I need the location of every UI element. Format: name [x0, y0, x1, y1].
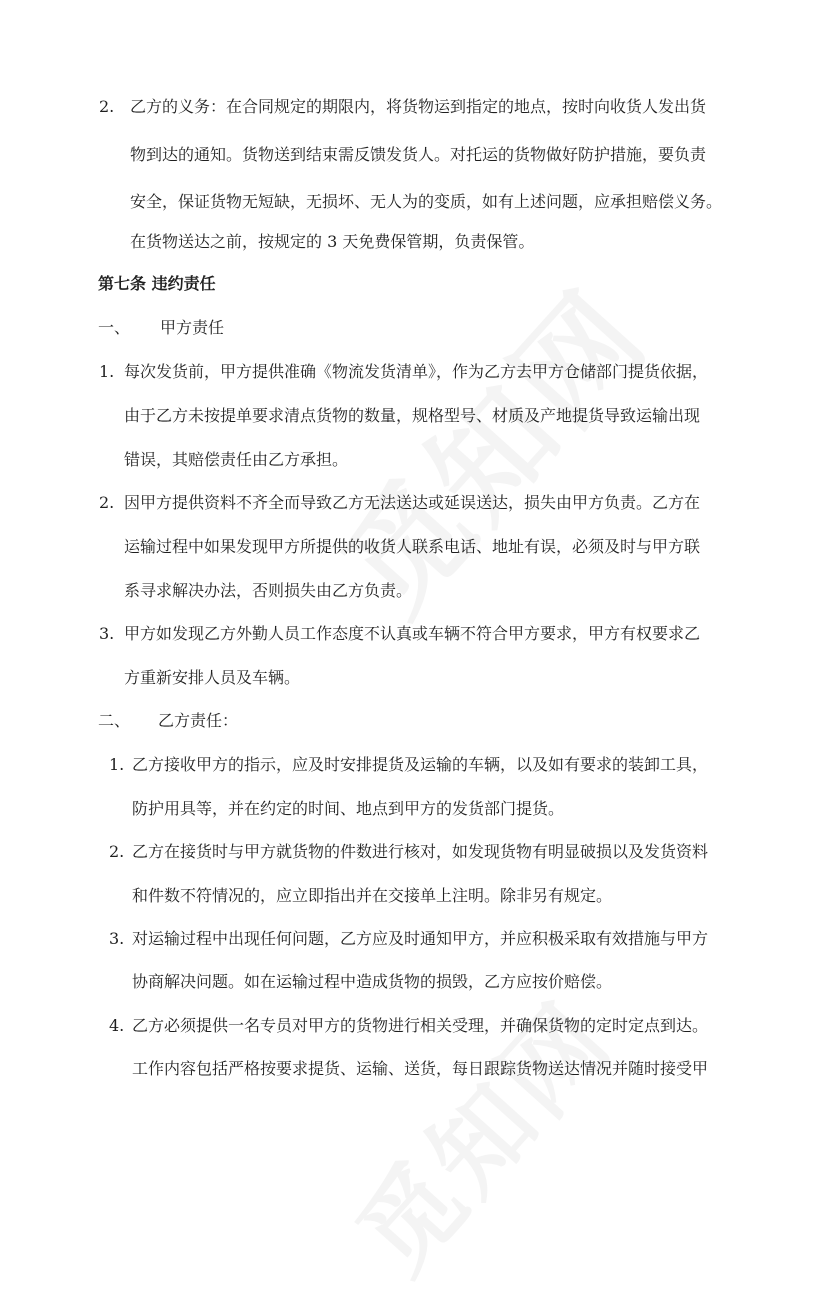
- paragraph-line: 防护用具等，并在约定的时间、地点到甲方的发货部门提货。: [132, 799, 565, 818]
- list-number: 1.: [109, 755, 125, 774]
- article-heading: 第七条 违约责任: [98, 274, 216, 293]
- paragraph-line: 系寻求解决办法，否则损失由乙方负责。: [124, 581, 413, 600]
- paragraph-line: 甲方如发现乙方外勤人员工作态度不认真或车辆不符合甲方要求，甲方有权要求乙: [124, 624, 701, 643]
- paragraph-line: 对运输过程中出现任何问题，乙方应及时通知甲方，并应积极采取有效措施与甲方: [132, 929, 709, 948]
- paragraph-line: 安全，保证货物无短缺，无损坏、无人为的变质，如有上述问题，应承担赔偿义务。: [130, 192, 723, 211]
- paragraph-line: 错误，其赔偿责任由乙方承担。: [124, 450, 349, 469]
- paragraph-line: 乙方接收甲方的指示，应及时安排提货及运输的车辆，以及如有要求的装卸工具，: [132, 755, 709, 774]
- section-label: 二、: [98, 711, 131, 730]
- section-title: 甲方责任: [160, 318, 225, 337]
- paragraph-line: 和件数不符情况的，应立即指出并在交接单上注明。除非另有规定。: [132, 886, 613, 905]
- list-number: 2.: [99, 97, 115, 116]
- paragraph-line: 物到达的通知。货物送到结束需反馈发货人。对托运的货物做好防护措施，要负责: [130, 145, 707, 164]
- list-number: 2.: [109, 842, 125, 861]
- paragraph-line: 方重新安排人员及车辆。: [124, 668, 301, 687]
- list-number: 4.: [109, 1016, 125, 1035]
- paragraph-line: 工作内容包括严格按要求提货、运输、送货，每日跟踪货物送达情况并随时接受甲: [132, 1059, 709, 1078]
- paragraph-line: 因甲方提供资料不齐全而导致乙方无法送达或延误送达，损失由甲方负责。乙方在: [124, 493, 701, 512]
- paragraph-line: 乙方必须提供一名专员对甲方的货物进行相关受理，并确保货物的定时定点到达。: [132, 1016, 709, 1035]
- list-number: 3.: [99, 624, 115, 643]
- section-label: 一、: [98, 318, 131, 337]
- paragraph-line: 协商解决问题。如在运输过程中造成货物的损毁，乙方应按价赔偿。: [132, 972, 613, 991]
- paragraph-line: 在货物送达之前，按规定的 3 天免费保管期，负责保管。: [130, 232, 535, 251]
- paragraph-line: 乙方在接货时与甲方就货物的件数进行核对，如发现货物有明显破损以及发货资料: [132, 842, 709, 861]
- list-number: 2.: [99, 493, 115, 512]
- list-number: 1.: [99, 362, 115, 381]
- paragraph-line: 由于乙方未按提单要求清点货物的数量，规格型号、材质及产地提货导致运输出现: [124, 406, 701, 425]
- section-title: 乙方责任：: [158, 711, 239, 730]
- list-number: 3.: [109, 929, 125, 948]
- paragraph-line: 乙方的义务：在合同规定的期限内，将货物运到指定的地点，按时向收货人发出货: [130, 97, 707, 116]
- paragraph-line: 每次发货前，甲方提供准确《物流发货清单》，作为乙方去甲方仓储部门提货依据，: [124, 362, 709, 381]
- paragraph-line: 运输过程中如果发现甲方所提供的收货人联系电话、地址有误，必须及时与甲方联: [124, 537, 701, 556]
